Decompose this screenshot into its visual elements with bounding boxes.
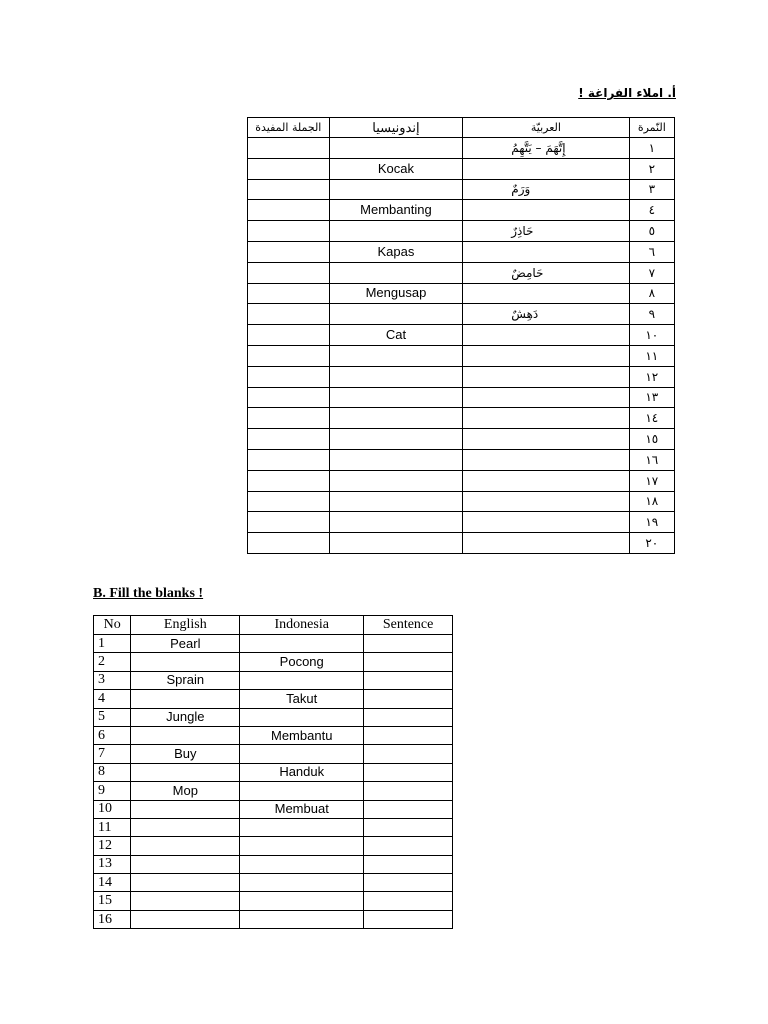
cell-no: 10 xyxy=(94,800,131,818)
header-indonesian: إندونيسيا xyxy=(329,118,463,138)
cell-indonesia[interactable]: Membantu xyxy=(240,726,364,744)
cell-sentence[interactable] xyxy=(248,200,330,221)
cell-number: ٤ xyxy=(629,200,674,221)
cell-number: ١٩ xyxy=(629,512,674,533)
cell-indonesian[interactable] xyxy=(329,449,463,470)
cell-indonesian[interactable] xyxy=(329,179,463,200)
cell-sentence[interactable] xyxy=(364,708,453,726)
cell-indonesian[interactable] xyxy=(329,221,463,242)
cell-no: 1 xyxy=(94,635,131,653)
cell-english[interactable] xyxy=(131,726,240,744)
cell-english[interactable] xyxy=(131,892,240,910)
cell-number: ٣ xyxy=(629,179,674,200)
cell-arabic[interactable] xyxy=(463,387,629,408)
table-row xyxy=(248,262,675,283)
table-row xyxy=(248,241,675,262)
cell-no: 16 xyxy=(94,910,131,928)
cell-sentence[interactable] xyxy=(364,892,453,910)
table-row xyxy=(94,892,453,910)
cell-indonesian[interactable] xyxy=(329,345,463,366)
cell-sentence[interactable] xyxy=(364,690,453,708)
cell-number: ١١ xyxy=(629,345,674,366)
table-row xyxy=(248,345,675,366)
table-row xyxy=(94,837,453,855)
cell-sentence[interactable] xyxy=(364,837,453,855)
cell-arabic[interactable] xyxy=(463,408,629,429)
cell-english[interactable] xyxy=(131,653,240,671)
cell-english[interactable] xyxy=(131,818,240,836)
cell-number: ١٧ xyxy=(629,470,674,491)
cell-arabic[interactable] xyxy=(463,512,629,533)
cell-sentence[interactable] xyxy=(364,818,453,836)
cell-sentence[interactable] xyxy=(248,262,330,283)
table-row xyxy=(248,408,675,429)
cell-arabic[interactable] xyxy=(463,200,629,221)
cell-arabic[interactable] xyxy=(463,283,629,304)
cell-indonesia[interactable] xyxy=(240,874,364,892)
cell-indonesian[interactable] xyxy=(329,408,463,429)
table-row xyxy=(94,745,453,763)
cell-english[interactable]: Sprain xyxy=(131,671,240,689)
cell-number: ٥ xyxy=(629,221,674,242)
cell-arabic[interactable] xyxy=(463,449,629,470)
cell-indonesia[interactable] xyxy=(240,837,364,855)
cell-english[interactable] xyxy=(131,800,240,818)
cell-indonesian[interactable] xyxy=(329,138,463,159)
cell-english[interactable] xyxy=(131,763,240,781)
table-header-row xyxy=(248,118,675,138)
cell-arabic[interactable] xyxy=(463,158,629,179)
cell-indonesian[interactable] xyxy=(329,429,463,450)
table-row xyxy=(94,653,453,671)
table-row xyxy=(248,429,675,450)
cell-sentence[interactable] xyxy=(364,653,453,671)
cell-indonesia[interactable] xyxy=(240,910,364,928)
cell-number: ١٦ xyxy=(629,449,674,470)
cell-indonesian[interactable] xyxy=(329,470,463,491)
cell-arabic[interactable]: إِتَّهَمَ – يَتَّهِمُ xyxy=(463,138,629,159)
cell-indonesia[interactable] xyxy=(240,708,364,726)
table-row xyxy=(248,158,675,179)
section-a-heading: أ. املاء الفراغة ! xyxy=(578,86,676,100)
table-row xyxy=(248,470,675,491)
table-row xyxy=(248,533,675,554)
cell-no: 4 xyxy=(94,690,131,708)
cell-indonesian[interactable]: Mengusap xyxy=(329,283,463,304)
cell-no: 7 xyxy=(94,745,131,763)
cell-no: 8 xyxy=(94,763,131,781)
table-row xyxy=(248,304,675,325)
cell-number: ٢٠ xyxy=(629,533,674,554)
cell-arabic[interactable] xyxy=(463,491,629,512)
table-row xyxy=(94,708,453,726)
table-row xyxy=(248,512,675,533)
cell-number: ١٣ xyxy=(629,387,674,408)
cell-arabic[interactable] xyxy=(463,241,629,262)
cell-sentence[interactable] xyxy=(248,366,330,387)
cell-no: 5 xyxy=(94,708,131,726)
cell-sentence[interactable] xyxy=(248,449,330,470)
cell-english[interactable]: Buy xyxy=(131,745,240,763)
cell-number: ١ xyxy=(629,138,674,159)
cell-indonesian[interactable]: Membanting xyxy=(329,200,463,221)
table-row xyxy=(248,221,675,242)
cell-english[interactable] xyxy=(131,837,240,855)
cell-sentence[interactable] xyxy=(248,387,330,408)
cell-no: 11 xyxy=(94,818,131,836)
cell-indonesia[interactable] xyxy=(240,818,364,836)
cell-sentence[interactable] xyxy=(364,800,453,818)
cell-english[interactable]: Jungle xyxy=(131,708,240,726)
cell-indonesian[interactable] xyxy=(329,387,463,408)
cell-indonesia[interactable]: Membuat xyxy=(240,800,364,818)
table-row xyxy=(248,449,675,470)
cell-number: ١٨ xyxy=(629,491,674,512)
cell-no: 2 xyxy=(94,653,131,671)
table-row xyxy=(94,782,453,800)
cell-indonesia[interactable] xyxy=(240,671,364,689)
section-b-heading: B. Fill the blanks ! xyxy=(93,586,204,601)
cell-english[interactable] xyxy=(131,855,240,873)
table-row xyxy=(94,726,453,744)
cell-arabic[interactable] xyxy=(463,470,629,491)
cell-english[interactable] xyxy=(131,874,240,892)
cell-sentence[interactable] xyxy=(248,241,330,262)
cell-sentence[interactable] xyxy=(248,345,330,366)
vocabulary-table-english xyxy=(93,615,453,929)
table-row xyxy=(94,763,453,781)
cell-arabic[interactable] xyxy=(463,429,629,450)
cell-english[interactable]: Mop xyxy=(131,782,240,800)
cell-indonesian[interactable] xyxy=(329,304,463,325)
table-row xyxy=(94,671,453,689)
header-english: English xyxy=(131,616,240,635)
table-row xyxy=(248,387,675,408)
cell-indonesia[interactable] xyxy=(240,635,364,653)
cell-arabic[interactable] xyxy=(463,366,629,387)
header-arabic: العربيّة xyxy=(463,118,629,138)
table-row xyxy=(94,910,453,928)
header-number: النّمرة xyxy=(629,118,674,138)
cell-indonesia[interactable]: Handuk xyxy=(240,763,364,781)
cell-indonesia[interactable] xyxy=(240,892,364,910)
cell-number: ٧ xyxy=(629,262,674,283)
cell-number: ٦ xyxy=(629,241,674,262)
cell-indonesian[interactable] xyxy=(329,533,463,554)
table-header-row xyxy=(94,616,453,635)
cell-sentence[interactable] xyxy=(364,726,453,744)
cell-no: 14 xyxy=(94,874,131,892)
vocabulary-table-arabic xyxy=(247,117,675,554)
cell-number: ١٤ xyxy=(629,408,674,429)
table-row xyxy=(248,325,675,346)
cell-sentence[interactable] xyxy=(248,491,330,512)
cell-arabic[interactable]: حَامِضٌ xyxy=(463,262,629,283)
header-no: No xyxy=(94,616,131,635)
cell-sentence[interactable] xyxy=(364,855,453,873)
header-sentence: Sentence xyxy=(364,616,453,635)
cell-indonesian[interactable]: Kapas xyxy=(329,241,463,262)
cell-indonesian[interactable] xyxy=(329,491,463,512)
cell-sentence[interactable] xyxy=(248,221,330,242)
cell-no: 12 xyxy=(94,837,131,855)
table-row xyxy=(248,366,675,387)
table-row xyxy=(94,690,453,708)
cell-sentence[interactable] xyxy=(364,874,453,892)
cell-number: ١٠ xyxy=(629,325,674,346)
cell-english[interactable] xyxy=(131,690,240,708)
cell-indonesian[interactable]: Kocak xyxy=(329,158,463,179)
table-row xyxy=(248,283,675,304)
table-row xyxy=(248,138,675,159)
cell-indonesia[interactable]: Takut xyxy=(240,690,364,708)
cell-sentence[interactable] xyxy=(248,138,330,159)
cell-no: 3 xyxy=(94,671,131,689)
cell-number: ٢ xyxy=(629,158,674,179)
table-row xyxy=(248,179,675,200)
cell-sentence[interactable] xyxy=(248,283,330,304)
table-row xyxy=(248,491,675,512)
cell-sentence[interactable] xyxy=(248,470,330,491)
table-row xyxy=(94,635,453,653)
cell-indonesian[interactable] xyxy=(329,512,463,533)
cell-arabic[interactable] xyxy=(463,345,629,366)
cell-english[interactable] xyxy=(131,910,240,928)
table-row xyxy=(94,818,453,836)
cell-indonesia[interactable] xyxy=(240,855,364,873)
cell-no: 9 xyxy=(94,782,131,800)
cell-sentence[interactable] xyxy=(248,158,330,179)
cell-no: 13 xyxy=(94,855,131,873)
cell-sentence[interactable] xyxy=(248,533,330,554)
cell-sentence[interactable] xyxy=(248,408,330,429)
header-indonesia: Indonesia xyxy=(240,616,364,635)
cell-sentence[interactable] xyxy=(364,782,453,800)
cell-sentence[interactable] xyxy=(364,745,453,763)
table-row xyxy=(94,855,453,873)
cell-arabic[interactable] xyxy=(463,325,629,346)
table-row xyxy=(248,200,675,221)
cell-arabic[interactable]: حَاذِرٌ xyxy=(463,221,629,242)
cell-sentence[interactable] xyxy=(248,512,330,533)
cell-sentence[interactable] xyxy=(364,671,453,689)
header-sentence: الجملة المفيدة xyxy=(248,118,330,138)
cell-indonesia[interactable] xyxy=(240,782,364,800)
cell-sentence[interactable] xyxy=(364,763,453,781)
cell-indonesia[interactable] xyxy=(240,745,364,763)
cell-arabic[interactable] xyxy=(463,533,629,554)
cell-sentence[interactable] xyxy=(248,304,330,325)
cell-sentence[interactable] xyxy=(364,910,453,928)
cell-arabic[interactable]: وَرَمٌ xyxy=(463,179,629,200)
cell-number: ٨ xyxy=(629,283,674,304)
cell-number: ٩ xyxy=(629,304,674,325)
cell-no: 15 xyxy=(94,892,131,910)
table-row xyxy=(94,800,453,818)
cell-no: 6 xyxy=(94,726,131,744)
cell-sentence[interactable] xyxy=(364,635,453,653)
cell-indonesian[interactable]: Cat xyxy=(329,325,463,346)
cell-arabic[interactable]: دَهِشٌ xyxy=(463,304,629,325)
table-row xyxy=(94,874,453,892)
cell-sentence[interactable] xyxy=(248,325,330,346)
cell-english[interactable]: Pearl xyxy=(131,635,240,653)
cell-indonesian[interactable] xyxy=(329,262,463,283)
cell-number: ١٥ xyxy=(629,429,674,450)
cell-number: ١٢ xyxy=(629,366,674,387)
cell-indonesian[interactable] xyxy=(329,366,463,387)
cell-indonesia[interactable]: Pocong xyxy=(240,653,364,671)
cell-sentence[interactable] xyxy=(248,179,330,200)
cell-sentence[interactable] xyxy=(248,429,330,450)
